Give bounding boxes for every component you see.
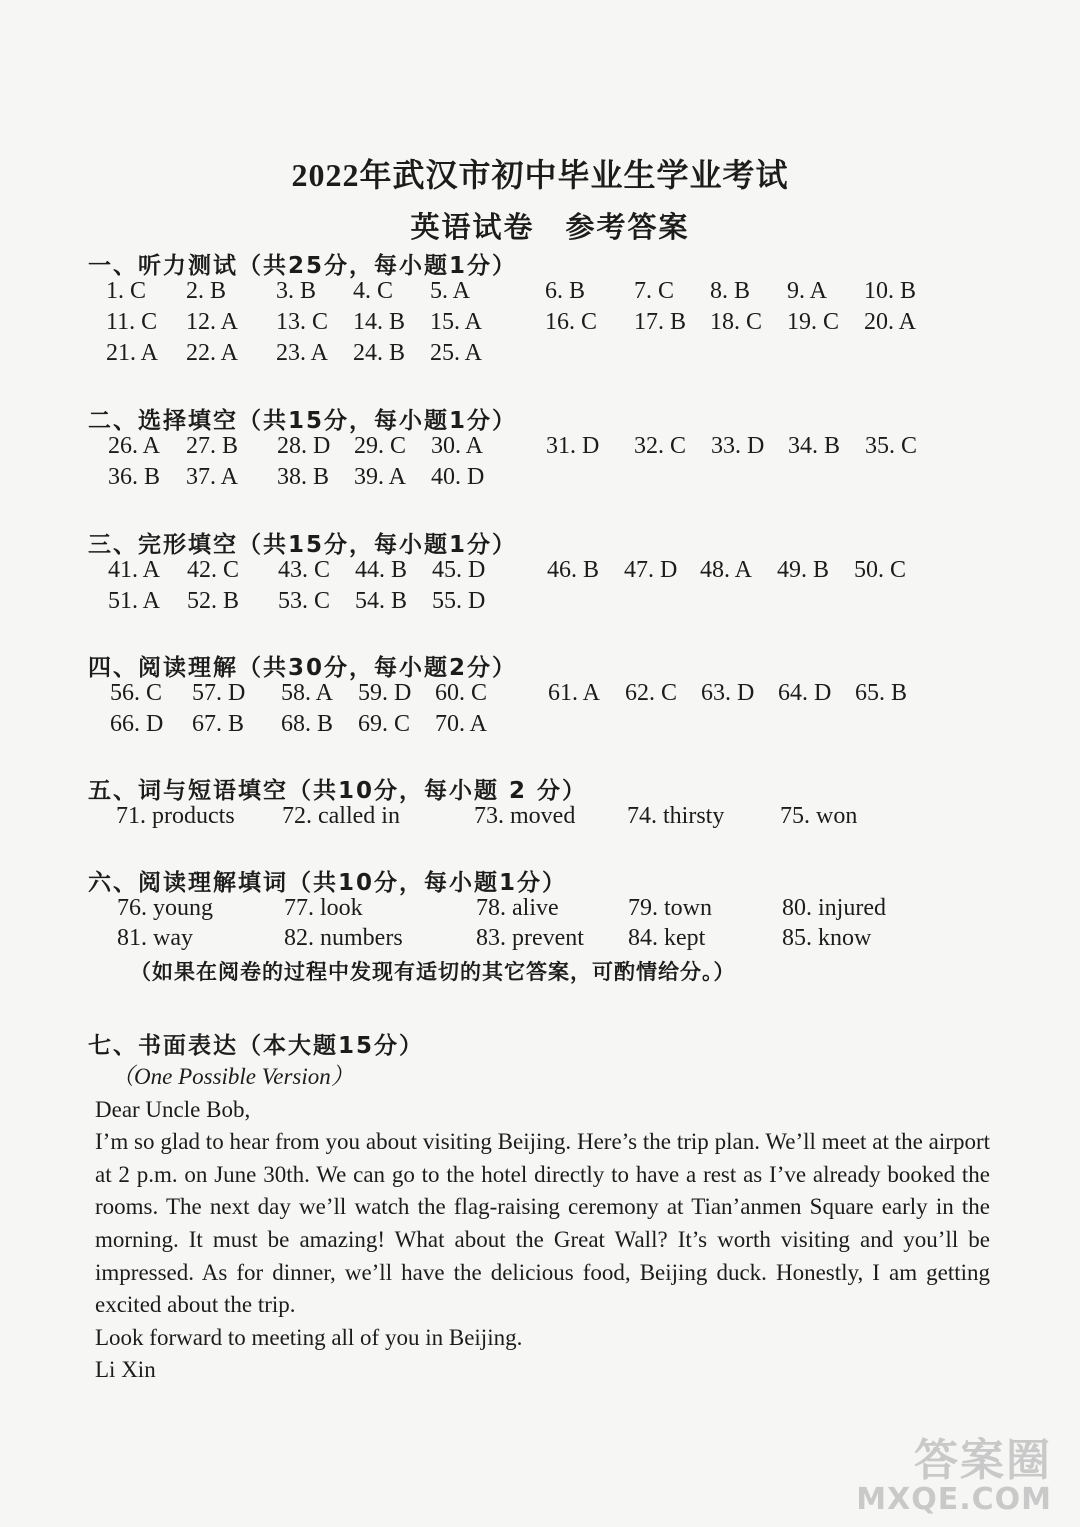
answer-item: 75. won [780, 803, 858, 829]
answer-item: 47. D [624, 557, 678, 583]
answer-item: 29. C [354, 433, 407, 459]
answer-item: 32. C [634, 433, 687, 459]
section-heading: 六、阅读理解填词（共10分，每小题1分） [88, 870, 568, 896]
answer-item: 7. C [634, 278, 675, 304]
answer-item: 51. A [108, 588, 161, 614]
answer-item: 50. C [854, 557, 907, 583]
answer-item: 6. B [545, 278, 586, 304]
section-heading: 五、词与短语填空（共10分，每小题 2 分） [88, 778, 588, 804]
essay-closing: Look forward to meeting all of you in Beijing. [95, 1324, 523, 1350]
answer-item: 68. B [281, 711, 334, 737]
answer-item: 81. way [117, 925, 193, 951]
page-title: 2022年武汉市初中毕业生学业考试 [291, 157, 789, 193]
answer-item: 36. B [108, 464, 161, 490]
answer-item: 39. A [354, 464, 407, 490]
answer-item: 52. B [187, 588, 240, 614]
section-heading: 七、书面表达（本大题15分） [88, 1033, 425, 1059]
essay-body: I’m so glad to hear from you about visiting Beijing. Here’s the trip plan. We’ll meet at the airport at 2 p.m. on June 30th. We can go to the hotel directly to have a rest as I’ve already booked the rooms. The next day we’ll watch the flag-raising ceremony at Tian’anmen Square early in the morning. It must be amazing! What about the Great Wall? It’s worth visiting and you’ll be impressed. As for dinner, we’ll have the delicious food, Beijing duck. Honestly, I am getting excited about the trip. [95, 1129, 990, 1318]
essay-signature: Li Xin [95, 1357, 156, 1383]
answer-item: 34. B [788, 433, 841, 459]
answer-item: 25. A [430, 340, 483, 366]
answer-item: 28. D [277, 433, 331, 459]
answer-item: 17. B [634, 309, 687, 335]
answer-item: 19. C [787, 309, 840, 335]
answer-item: 59. D [358, 680, 412, 706]
answer-item: 84. kept [628, 925, 706, 951]
grading-note: （如果在阅卷的过程中发现有适切的其它答案，可酌情给分。） [130, 960, 736, 984]
page-subtitle: 英语试卷 参考答案 [410, 212, 690, 244]
answer-item: 53. C [278, 588, 331, 614]
answer-item: 22. A [186, 340, 239, 366]
watermark-url: MXQE.COM [856, 1482, 1052, 1517]
answer-item: 77. look [284, 895, 363, 921]
answer-item: 35. C [865, 433, 918, 459]
answer-item: 48. A [700, 557, 753, 583]
answer-item: 74. thirsty [627, 803, 725, 829]
answer-item: 66. D [110, 711, 164, 737]
answer-item: 24. B [353, 340, 406, 366]
answer-item: 38. B [277, 464, 330, 490]
answer-item: 85. know [782, 925, 872, 951]
answer-item: 30. A [431, 433, 484, 459]
answer-item: 46. B [547, 557, 600, 583]
essay-greeting: Dear Uncle Bob, [95, 1096, 251, 1122]
answer-item: 76. young [117, 895, 213, 921]
answer-item: 61. A [548, 680, 601, 706]
answer-item: 82. numbers [284, 925, 403, 951]
answer-item: 58. A [281, 680, 334, 706]
answer-item: 45. D [432, 557, 486, 583]
answer-item: 60. C [435, 680, 488, 706]
answer-item: 43. C [278, 557, 331, 583]
answer-item: 69. C [358, 711, 411, 737]
answer-item: 63. D [701, 680, 755, 706]
answer-item: 4. C [353, 278, 394, 304]
answer-item: 16. C [545, 309, 598, 335]
answer-item: 26. A [108, 433, 161, 459]
answer-item: 10. B [864, 278, 917, 304]
answer-item: 8. B [710, 278, 751, 304]
answer-item: 12. A [186, 309, 239, 335]
answer-item: 54. B [355, 588, 408, 614]
answer-item: 21. A [106, 340, 159, 366]
answer-item: 70. A [435, 711, 488, 737]
answer-item: 80. injured [782, 895, 886, 921]
answer-item: 18. C [710, 309, 763, 335]
sample-essay [95, 1061, 990, 1387]
answer-item: 83. prevent [476, 925, 584, 951]
answer-item: 78. alive [476, 895, 559, 921]
answer-item: 23. A [276, 340, 329, 366]
answer-item: 67. B [192, 711, 245, 737]
answer-item: 64. D [778, 680, 832, 706]
answer-item: 65. B [855, 680, 908, 706]
answer-item: 49. B [777, 557, 830, 583]
answer-item: 33. D [711, 433, 765, 459]
answer-item: 27. B [186, 433, 239, 459]
answer-item: 2. B [186, 278, 227, 304]
answer-item: 14. B [353, 309, 406, 335]
answer-item: 44. B [355, 557, 408, 583]
answer-item: 71. products [116, 803, 235, 829]
answer-item: 42. C [187, 557, 240, 583]
answer-item: 40. D [431, 464, 485, 490]
answer-item: 9. A [787, 278, 828, 304]
answer-item: 3. B [276, 278, 317, 304]
answer-item: 15. A [430, 309, 483, 335]
answer-item: 20. A [864, 309, 917, 335]
watermark [856, 1424, 1052, 1517]
essay-version-label: （One Possible Version） [111, 1064, 354, 1089]
answer-item: 41. A [108, 557, 161, 583]
section-heading: 四、阅读理解（共30分，每小题2分） [88, 655, 518, 681]
answer-item: 73. moved [474, 803, 576, 829]
answer-item: 56. C [110, 680, 163, 706]
answer-item: 1. C [106, 278, 147, 304]
section-heading: 三、完形填空（共15分，每小题1分） [88, 532, 518, 558]
answer-item: 37. A [186, 464, 239, 490]
answer-item: 57. D [192, 680, 246, 706]
answer-item: 11. C [106, 309, 158, 335]
section-heading: 二、选择填空（共15分，每小题1分） [88, 408, 518, 434]
answer-item: 62. C [625, 680, 678, 706]
answer-item: 13. C [276, 309, 329, 335]
answer-item: 79. town [628, 895, 712, 921]
answer-item: 5. A [430, 278, 471, 304]
section-heading: 一、听力测试（共25分，每小题1分） [88, 253, 518, 279]
answer-item: 31. D [546, 433, 600, 459]
watermark-logo: 答案圈 [914, 1435, 1052, 1486]
answer-item: 72. called in [282, 803, 400, 829]
answer-item: 55. D [432, 588, 486, 614]
